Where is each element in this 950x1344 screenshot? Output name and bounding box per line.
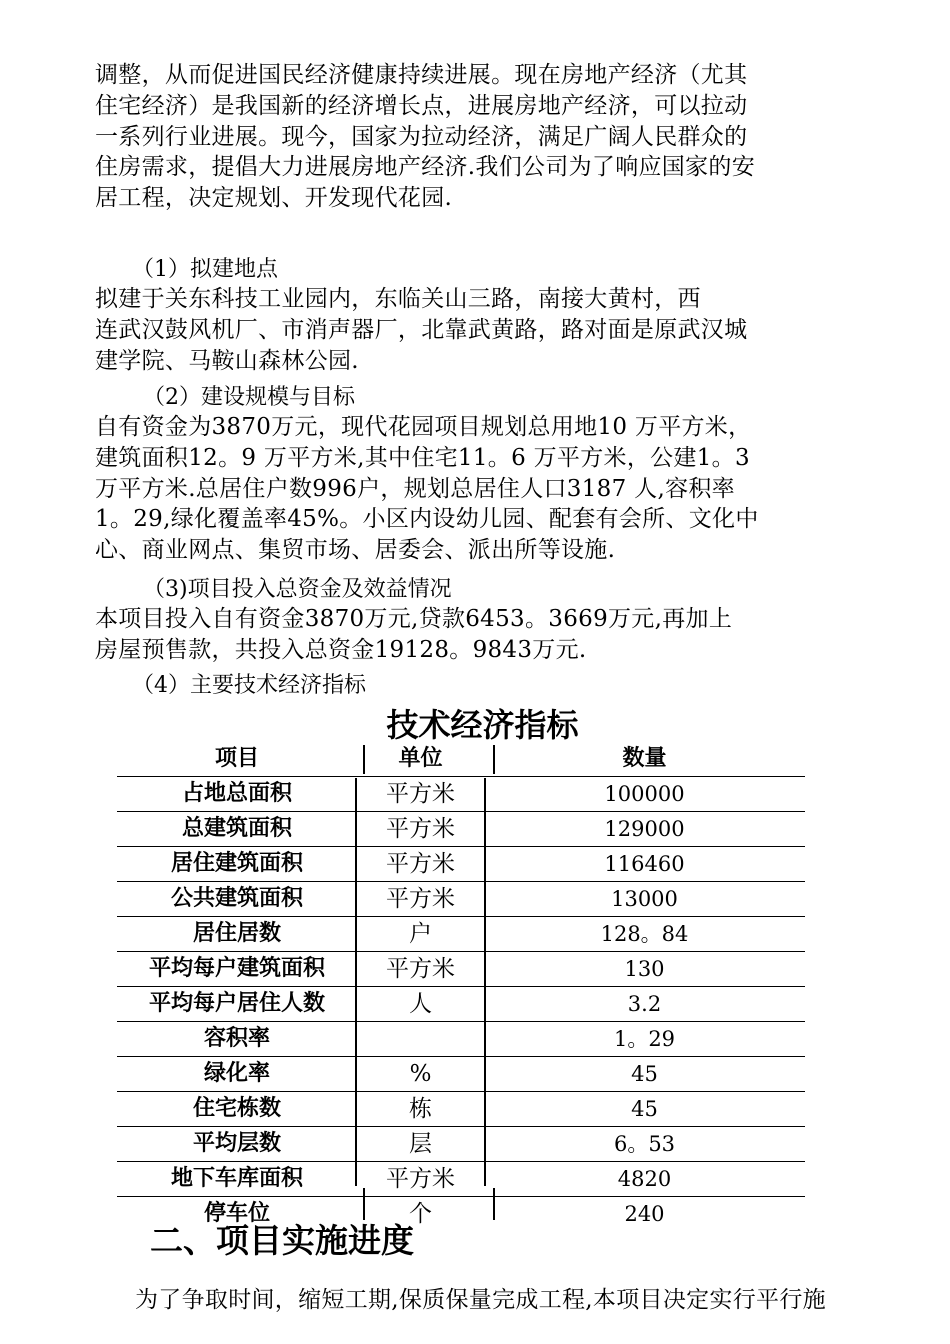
text-line: 居工程，决定规划、开发现代花园. bbox=[95, 185, 453, 212]
table-row bbox=[117, 847, 805, 882]
chapter-heading: 二、项目实施进度 bbox=[150, 1221, 414, 1260]
cell-quantity: 13000 bbox=[611, 887, 678, 911]
cell-item: 平均每户居住人数 bbox=[148, 991, 325, 1016]
cell-unit: 个 bbox=[409, 1201, 432, 1227]
table-row bbox=[117, 812, 805, 847]
cell-unit: % bbox=[409, 1061, 432, 1087]
text-line: 心、商业网点、集贸市场、居委会、派出所等设施. bbox=[95, 537, 616, 564]
cell-item: 公共建筑面积 bbox=[170, 886, 303, 911]
cell-unit: 平方米 bbox=[386, 956, 455, 982]
table-row bbox=[117, 1127, 805, 1162]
section3-heading: （3)项目投入总资金及效益情况 bbox=[143, 577, 452, 602]
indicator-table bbox=[117, 742, 805, 1231]
cell-quantity: 4820 bbox=[617, 1167, 672, 1191]
table-row bbox=[117, 882, 805, 917]
cell-unit: 平方米 bbox=[386, 816, 455, 842]
cell-quantity: 129000 bbox=[604, 817, 685, 841]
table-row bbox=[117, 1092, 805, 1127]
cell-item: 居住居数 bbox=[192, 921, 281, 946]
cell-item: 停车位 bbox=[203, 1201, 270, 1226]
column-divider bbox=[493, 745, 495, 774]
intro-paragraph bbox=[95, 60, 835, 214]
table-title: 技术经济指标 bbox=[386, 706, 579, 744]
cell-unit: 人 bbox=[409, 991, 432, 1017]
cell-item: 平均每户建筑面积 bbox=[148, 956, 325, 981]
text-line: 1。29,绿化覆盖率45%。小区内设幼儿园、配套有会所、文化中 bbox=[95, 506, 759, 533]
table-row bbox=[117, 917, 805, 952]
column-divider bbox=[484, 778, 486, 1186]
text-line: 房屋预售款，共投入总资金19128。9843万元. bbox=[95, 636, 587, 663]
cell-unit bbox=[357, 1022, 484, 1056]
section1-paragraph bbox=[95, 284, 835, 376]
cell-item: 地下车库面积 bbox=[170, 1166, 303, 1191]
section2-paragraph bbox=[95, 412, 835, 566]
cell-quantity: 116460 bbox=[604, 852, 685, 876]
text-line: 拟建于关东科技工业园内，东临关山三路，南接大黄村，西 bbox=[95, 286, 701, 312]
cell-quantity: 45 bbox=[631, 1097, 658, 1121]
cell-quantity: 128。84 bbox=[600, 922, 689, 946]
section1-heading: （1）拟建地点 bbox=[132, 257, 278, 282]
cell-quantity: 3.2 bbox=[627, 992, 662, 1016]
section2-heading: （2）建设规模与目标 bbox=[143, 385, 355, 410]
cell-quantity: 6。53 bbox=[613, 1132, 676, 1156]
column-divider bbox=[363, 745, 365, 774]
cell-unit: 平方米 bbox=[386, 851, 455, 877]
text-line: 本项目投入自有资金3870万元,贷款6453。3669万元,再加上 bbox=[95, 606, 733, 632]
cell-quantity: 45 bbox=[631, 1062, 658, 1086]
text-line: 住房需求，提倡大力进展房地产经济.我们公司为了响应国家的安 bbox=[95, 154, 756, 181]
cell-item: 绿化率 bbox=[203, 1061, 270, 1086]
header-item: 项目 bbox=[214, 746, 259, 771]
cell-item: 容积率 bbox=[203, 1026, 270, 1051]
text-line: 住宅经济）是我国新的经济增长点，进展房地产经济，可以拉动 bbox=[95, 92, 748, 119]
cell-unit: 平方米 bbox=[386, 1166, 455, 1192]
cell-item: 占地总面积 bbox=[181, 781, 292, 806]
cell-unit: 平方米 bbox=[386, 781, 455, 807]
text-line: 自有资金为3870万元，现代花园项目规划总用地10 万平方米， bbox=[95, 414, 752, 440]
text-line: 建筑面积12。9 万平方米,其中住宅11。6 万平方米，公建1。3 bbox=[95, 444, 750, 471]
cell-unit: 户 bbox=[409, 921, 432, 947]
cell-quantity: 130 bbox=[624, 957, 665, 981]
table-row bbox=[117, 1057, 805, 1092]
text-line: 万平方米.总居住户数996户，规划总居住人口3187 人,容积率 bbox=[95, 475, 735, 502]
cell-quantity: 240 bbox=[624, 1202, 665, 1226]
section4-heading: （4）主要技术经济指标 bbox=[132, 673, 366, 698]
cell-item: 住宅栋数 bbox=[192, 1096, 281, 1121]
chapter-paragraph: 为了争取时间，缩短工期,保质保量完成工程,本项目决定实行平行施 bbox=[135, 1287, 826, 1313]
cell-quantity: 100000 bbox=[604, 782, 685, 806]
cell-unit: 层 bbox=[409, 1131, 432, 1157]
cell-unit: 平方米 bbox=[386, 886, 455, 912]
table-row bbox=[117, 1022, 805, 1057]
text-line: 一系列行业进展。现今，国家为拉动经济，满足广阔人民群众的 bbox=[95, 123, 748, 150]
table-row bbox=[117, 1162, 805, 1197]
table-row bbox=[117, 777, 805, 812]
table-header-row bbox=[117, 742, 805, 777]
cell-item: 总建筑面积 bbox=[181, 816, 292, 841]
column-divider bbox=[493, 1188, 495, 1220]
table-row bbox=[117, 987, 805, 1022]
cell-unit: 栋 bbox=[409, 1096, 432, 1122]
text-line: 建学院、马鞍山森林公园. bbox=[95, 347, 359, 374]
header-unit: 单位 bbox=[398, 746, 443, 771]
text-line: 调整，从而促进国民经济健康持续进展。现在房地产经济（尤其 bbox=[95, 62, 748, 88]
table-row bbox=[117, 952, 805, 987]
header-quantity: 数量 bbox=[622, 746, 667, 771]
section3-paragraph bbox=[95, 604, 835, 666]
cell-item: 平均层数 bbox=[192, 1131, 281, 1156]
text-line: 连武汉鼓风机厂、市消声器厂，北靠武黄路，路对面是原武汉城 bbox=[95, 316, 748, 343]
column-divider bbox=[355, 778, 357, 1186]
cell-item: 居住建筑面积 bbox=[170, 851, 303, 876]
cell-quantity: 1。29 bbox=[613, 1027, 676, 1051]
